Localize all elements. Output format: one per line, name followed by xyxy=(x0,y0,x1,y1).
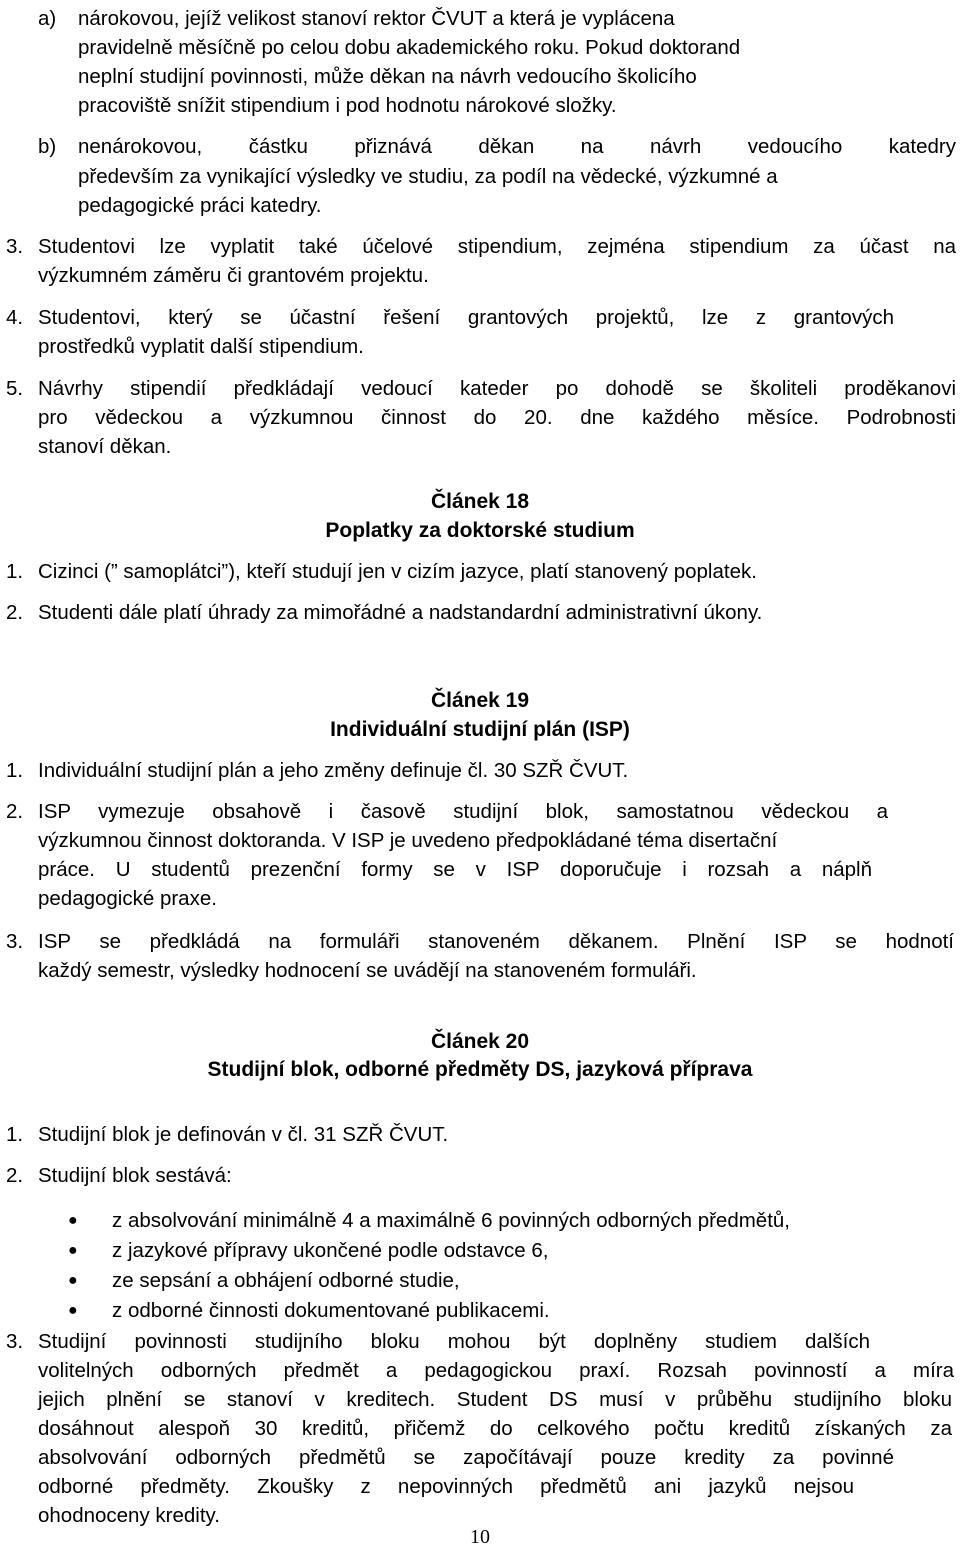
bullet-item-2: z jazykové přípravy ukončené podle odstavce 6, xyxy=(112,1239,549,1262)
article-18-item-2-text: Studenti dále platí úhrady za mimořádné a nadstandardní administrativní úkony. xyxy=(38,601,763,624)
article-20-subtitle: Studijní blok, odborné předměty DS, jazyková příprava xyxy=(207,1058,753,1081)
article-19-title: Článek 19 xyxy=(430,689,530,712)
article-20-item-2-number: 2. xyxy=(6,1164,24,1187)
article-18-item-1-number: 1. xyxy=(6,560,24,583)
article-19-item-3-line-2: každý semestr, výsledky hodnocení se uvádějí na stanoveném formuláři. xyxy=(38,959,697,982)
item-b-marker: b) xyxy=(38,135,57,158)
item-a-line-2: pravidelně měsíčně po celou dobu akademického roku. Pokud doktorand xyxy=(78,36,741,59)
item-3-number: 3. xyxy=(6,235,24,258)
bullet-icon: ● xyxy=(68,1302,78,1319)
article-19-item-2-line-2: výzkumnou činnost doktoranda. V ISP je uvedeno předpokládané téma disertační xyxy=(38,829,778,852)
item-3-line-2: výzkumném záměru či grantovém projektu. xyxy=(38,264,429,287)
item-a-line-4: pracoviště snížit stipendium i pod hodnotu nárokové složky. xyxy=(78,94,617,117)
article-20-item-3-line-7: ohodnoceny kredity. xyxy=(38,1504,220,1527)
article-18-item-1-text: Cizinci (” samoplátci”), kteří studují jen v cizím jazyce, platí stanovený poplatek. xyxy=(38,560,757,583)
article-19-item-2-line-3: práce. U studentů prezenční formy se v ISP doporučuje i rozsah a náplň xyxy=(38,858,872,881)
item-b-line-1: nenárokovou, částku přiznává děkan na návrh vedoucího katedry xyxy=(78,135,956,158)
article-18-title: Článek 18 xyxy=(430,490,530,513)
article-19-item-1-number: 1. xyxy=(6,759,24,782)
article-19-item-3-number: 3. xyxy=(6,930,24,953)
item-a-marker: a) xyxy=(38,7,57,30)
item-4-number: 4. xyxy=(6,306,24,329)
bullet-icon: ● xyxy=(68,1212,78,1229)
item-5-line-3: stanoví děkan. xyxy=(38,435,172,458)
item-a-line-1: nárokovou, jejíž velikost stanoví rektor ČVUT a která je vyplácena xyxy=(78,7,675,30)
article-18-item-2-number: 2. xyxy=(6,601,24,624)
article-19-item-2-number: 2. xyxy=(6,800,24,823)
item-b-line-2: především za vynikající výsledky ve studiu, za podíl na vědecké, výzkumné a xyxy=(78,165,778,188)
item-3-line-1: Studentovi lze vyplatit také účelové stipendium, zejména stipendium za účast na xyxy=(38,235,956,258)
article-20-item-2-text: Studijní blok sestává: xyxy=(38,1164,232,1187)
article-18-subtitle: Poplatky za doktorské studium xyxy=(325,519,635,542)
article-19-item-3-line-1: ISP se předkládá na formuláři stanoveném děkanem. Plnění ISP se hodnotí xyxy=(38,930,954,953)
bullet-item-3: ze sepsání a obhájení odborné studie, xyxy=(112,1269,460,1292)
article-19-item-2-line-4: pedagogické praxe. xyxy=(38,887,217,910)
article-19-item-1-line-1: Individuální studijní plán a jeho změny definuje čl. 30 SZŘ ČVUT. xyxy=(38,759,629,782)
item-a-line-3: neplní studijní povinnosti, může děkan na návrh vedoucího školicího xyxy=(78,65,697,88)
article-20-title: Článek 20 xyxy=(430,1030,530,1053)
article-20-item-3-line-5: absolvování odborných předmětů se započítávají pouze kredity za povinné xyxy=(38,1446,894,1469)
item-4-line-2: prostředků vyplatit další stipendium. xyxy=(38,335,364,358)
article-20-item-3-number: 3. xyxy=(6,1330,24,1353)
bullet-item-1: z absolvování minimálně 4 a maximálně 6 povinných odborných předmětů, xyxy=(112,1209,791,1232)
item-5-line-1: Návrhy stipendií předkládají vedoucí kateder po dohodě se školiteli proděkanovi xyxy=(38,377,956,400)
article-20-item-3-line-1: Studijní povinnosti studijního bloku mohou být doplněny studiem dalších xyxy=(38,1330,870,1353)
article-20-item-3-line-2: volitelných odborných předmět a pedagogickou praxí. Rozsah povinností a míra xyxy=(38,1359,954,1382)
item-5-line-2: pro vědeckou a výzkumnou činnost do 20. dne každého měsíce. Podrobnosti xyxy=(38,406,956,429)
article-20-item-1-number: 1. xyxy=(6,1123,24,1146)
article-19-subtitle: Individuální studijní plán (ISP) xyxy=(330,718,630,741)
page-number: 10 xyxy=(470,1526,490,1548)
item-4-line-1: Studentovi, který se účastní řešení grantových projektů, lze z grantových xyxy=(38,306,894,329)
article-20-item-1-text: Studijní blok je definován v čl. 31 SZŘ ČVUT. xyxy=(38,1123,449,1146)
article-20-item-3-line-6: odborné předměty. Zkoušky z nepovinných předmětů ani jazyků nejsou xyxy=(38,1475,854,1498)
item-b-line-3: pedagogické práci katedry. xyxy=(78,194,322,217)
article-19-item-2-line-1: ISP vymezuje obsahově i časově studijní blok, samostatnou vědeckou a xyxy=(38,800,888,823)
bullet-icon: ● xyxy=(68,1242,78,1259)
article-20-item-3-line-3: jejich plnění se stanoví v kreditech. Student DS musí v průběhu studijního bloku xyxy=(38,1388,952,1411)
item-5-number: 5. xyxy=(6,377,24,400)
bullet-item-4: z odborné činnosti dokumentované publikacemi. xyxy=(112,1299,550,1322)
bullet-icon: ● xyxy=(68,1272,78,1289)
article-20-item-3-line-4: dosáhnout alespoň 30 kreditů, přičemž do celkového počtu kreditů získaných za xyxy=(38,1417,952,1440)
